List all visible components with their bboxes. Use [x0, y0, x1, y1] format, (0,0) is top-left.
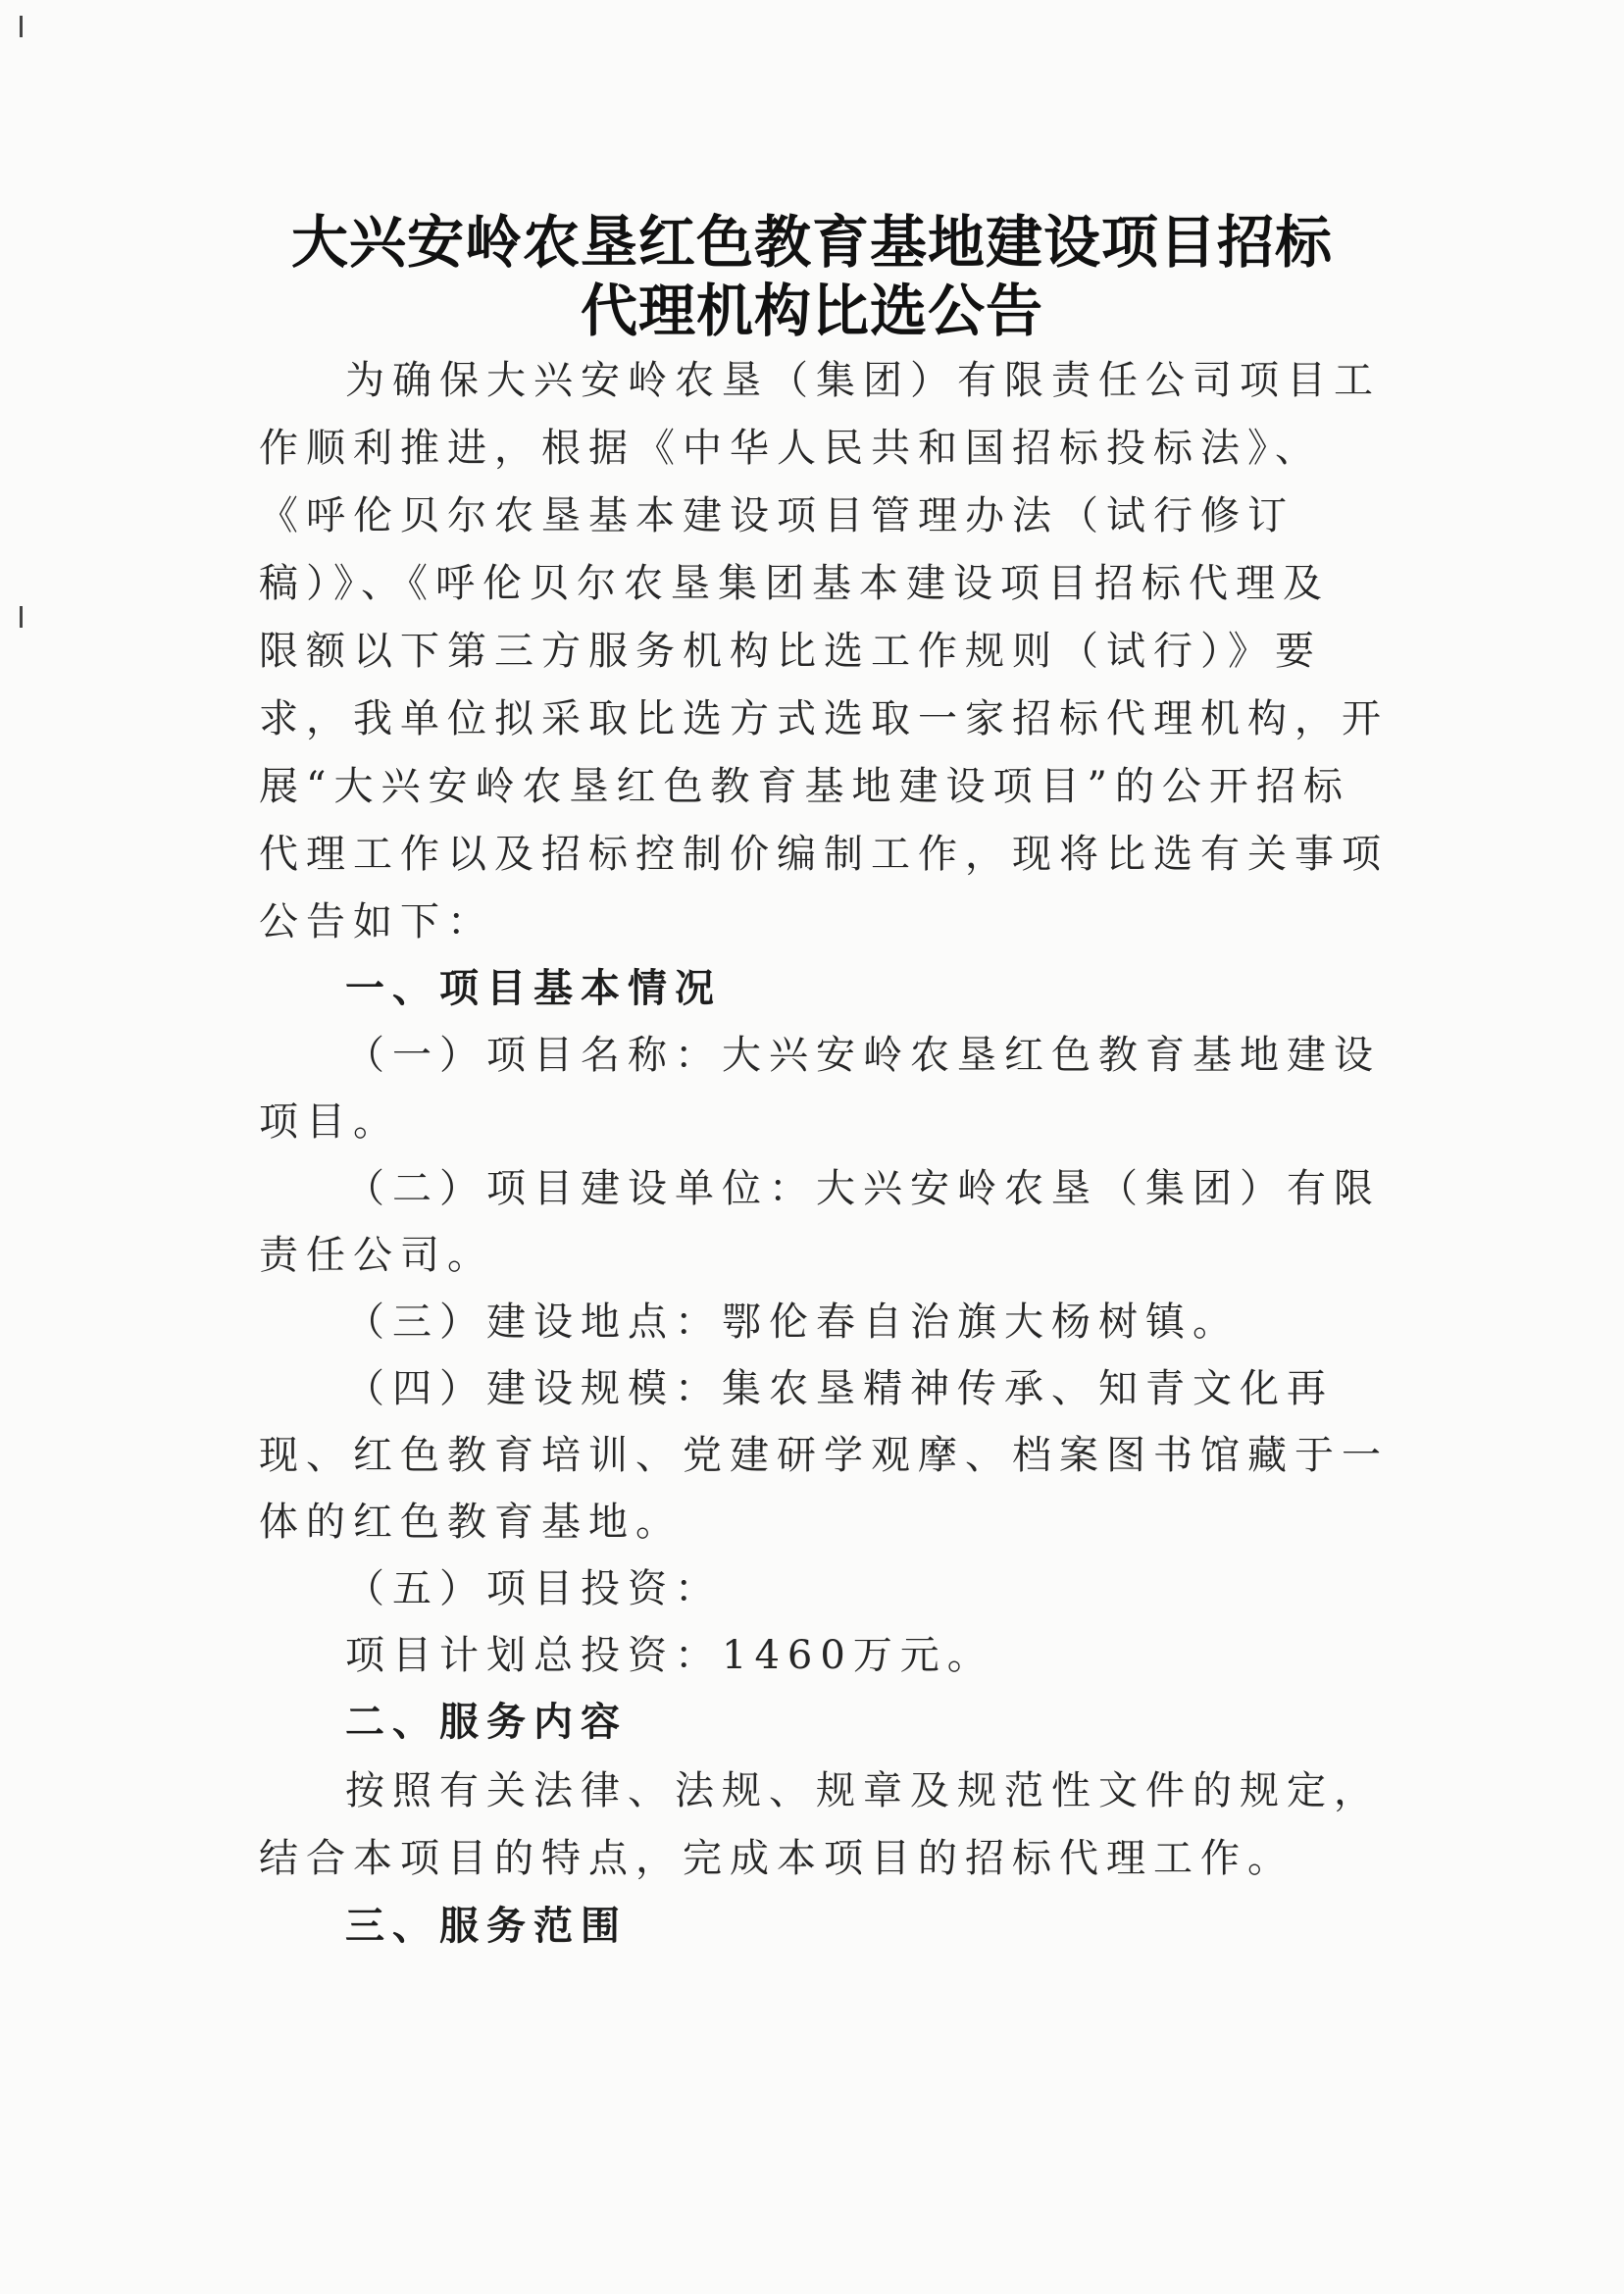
item-project-name: （一）项目名称：大兴安岭农垦红色教育基地建设 [345, 1033, 1381, 1078]
document-title-line-2: 代理机构比选公告 [580, 278, 1043, 344]
item-project-name-cont: 项目。 [259, 1099, 400, 1145]
section-heading-2: 二、服务内容 [345, 1700, 628, 1745]
paragraph-intro-line: 为确保大兴安岭农垦（集团）有限责任公司项目工 [345, 358, 1381, 403]
paragraph-intro-line: 公告如下： [259, 899, 494, 944]
paragraph-intro-line: 稿）》、《呼伦贝尔农垦集团基本建设项目招标代理及 [259, 561, 1330, 606]
paragraph-intro-line: 《呼伦贝尔农垦基本建设项目管理办法（试行修订 [259, 493, 1294, 538]
paragraph-intro-line: 展“大兴安岭农垦红色教育基地建设项目”的公开招标 [259, 764, 1350, 809]
item-construction-unit-cont: 责任公司。 [259, 1233, 494, 1278]
item-construction-scale-cont: 现、红色教育培训、党建研学观摩、档案图书馆藏于一 [259, 1433, 1389, 1478]
item-construction-unit: （二）项目建设单位：大兴安岭农垦（集团）有限 [345, 1166, 1381, 1211]
paragraph-intro-line: 求，我单位拟采取比选方式选取一家招标代理机构，开 [259, 696, 1389, 741]
item-construction-scale: （四）建设规模：集农垦精神传承、知青文化再 [345, 1366, 1334, 1411]
paragraph-service-content: 按照有关法律、法规、规章及规范性文件的规定， [345, 1768, 1381, 1813]
section-heading-1: 一、项目基本情况 [345, 966, 722, 1011]
document-title-line-1: 大兴安岭农垦红色教育基地建设项目招标 [290, 209, 1333, 276]
item-project-investment: （五）项目投资： [345, 1566, 722, 1611]
section-heading-3: 三、服务范围 [345, 1904, 628, 1949]
item-construction-scale-cont: 体的红色教育基地。 [259, 1500, 683, 1545]
paragraph-intro-line: 作顺利推进，根据《中华人民共和国招标投标法》、 [259, 426, 1322, 471]
paragraph-intro-line: 代理工作以及招标控制价编制工作，现将比选有关事项 [259, 832, 1389, 877]
scan-mark-top [20, 16, 23, 37]
paragraph-service-content-cont: 结合本项目的特点，完成本项目的招标代理工作。 [259, 1836, 1294, 1881]
item-construction-site: （三）建设地点：鄂伦春自治旗大杨树镇。 [345, 1300, 1240, 1345]
item-total-investment: 项目计划总投资：1460万元。 [345, 1633, 994, 1678]
paragraph-intro-line: 限额以下第三方服务机构比选工作规则（试行）》要 [259, 629, 1322, 674]
scan-mark-middle [20, 606, 23, 628]
